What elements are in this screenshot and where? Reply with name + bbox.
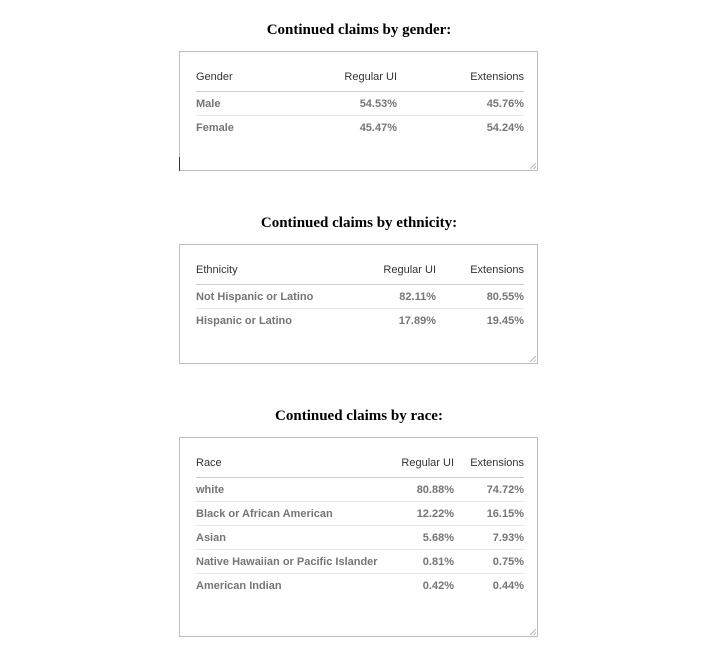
regular-ui-value: 5.68% (396, 526, 454, 550)
table-header-row (196, 257, 524, 285)
regular-ui-value: 0.81% (396, 550, 454, 574)
regular-ui-value: 54.53% (336, 92, 397, 116)
table-header-row (196, 64, 524, 92)
row-label: Native Hawaiian or Pacific Islander (196, 550, 396, 574)
gender-table-panel (179, 51, 538, 171)
table-row (196, 550, 524, 574)
table-row (196, 502, 524, 526)
column-header-extensions: Extensions (436, 257, 524, 285)
table-row (196, 116, 524, 140)
resize-handle-icon[interactable] (530, 163, 536, 169)
regular-ui-value: 17.89% (398, 314, 436, 327)
column-header-regular-ui: Regular UI (336, 64, 397, 92)
table-row (196, 478, 524, 502)
row-label: Black or African American (196, 502, 396, 526)
regular-ui-value: 82.11% (356, 285, 436, 309)
regular-ui-value: 12.22% (396, 502, 454, 526)
resize-handle-icon[interactable] (530, 629, 536, 635)
column-header-race: Race (196, 450, 396, 478)
race-section-title: Continued claims by race: (275, 408, 443, 424)
row-label: white (196, 478, 396, 502)
extensions-value: 74.72% (454, 478, 524, 502)
resize-handle-icon[interactable] (530, 356, 536, 362)
table-row (196, 92, 524, 116)
regular-ui-value: 80.88% (396, 478, 454, 502)
extensions-value: 16.15% (454, 502, 524, 526)
row-label: Not Hispanic or Latino (196, 285, 356, 309)
ethnicity-section-title: Continued claims by ethnicity: (260, 215, 458, 231)
extensions-value: 19.45% (486, 314, 524, 327)
ethnicity-table-panel (179, 244, 538, 364)
text-caret (179, 157, 180, 171)
column-header-extensions: Extensions (397, 64, 524, 92)
extensions-value: 54.24% (486, 121, 524, 134)
race-table-panel (179, 437, 538, 637)
row-label: Male (196, 92, 336, 116)
column-header-regular-ui: Regular UI (356, 257, 436, 285)
column-header-ethnicity: Ethnicity (196, 257, 356, 285)
extensions-value: 0.44% (492, 579, 524, 592)
row-label: Hispanic or Latino (196, 314, 292, 327)
extensions-value: 80.55% (436, 285, 524, 309)
row-label: American Indian (196, 579, 282, 592)
table-row (196, 526, 524, 550)
row-label: Asian (196, 526, 396, 550)
row-label: Female (196, 121, 234, 134)
table-row (196, 309, 524, 333)
gender-section-title: Continued claims by gender: (266, 22, 452, 38)
extensions-value: 7.93% (454, 526, 524, 550)
regular-ui-value: 45.47% (359, 121, 397, 134)
ethnicity-table (196, 257, 524, 332)
column-header-regular-ui: Regular UI (396, 450, 454, 478)
gender-table (196, 64, 524, 139)
regular-ui-value: 0.42% (422, 579, 454, 592)
extensions-value: 0.75% (454, 550, 524, 574)
race-table (196, 450, 524, 597)
column-header-gender: Gender (196, 64, 336, 92)
extensions-value: 45.76% (397, 92, 524, 116)
table-row (196, 285, 524, 309)
table-header-row (196, 450, 524, 478)
table-row (196, 574, 524, 598)
column-header-extensions: Extensions (454, 450, 524, 478)
